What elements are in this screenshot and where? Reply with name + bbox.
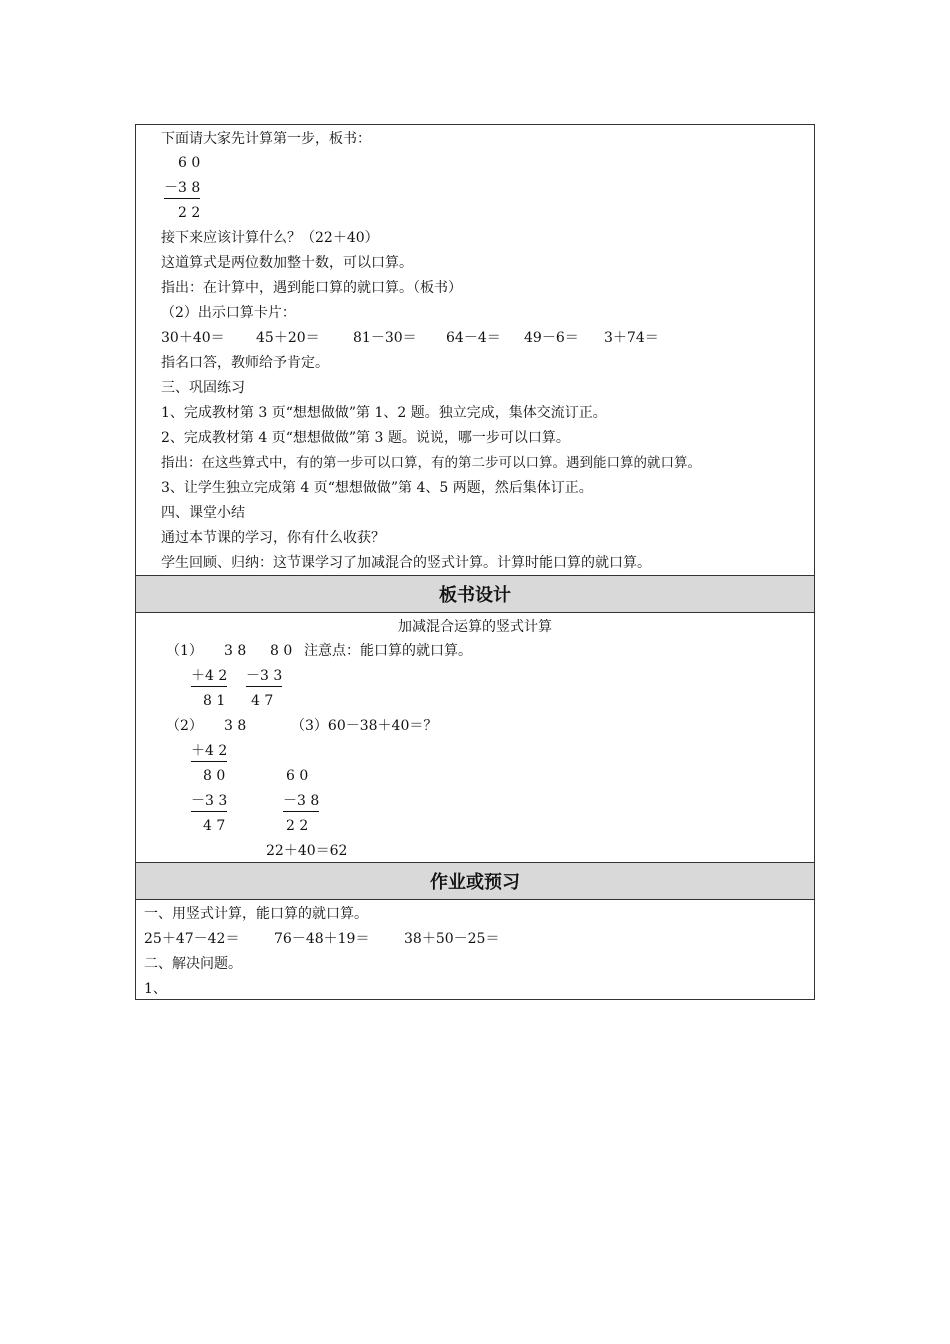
lesson-line: 3、让学生独立完成第 4 页“想想做做”第 4、5 两题，然后集体订正。 (161, 480, 593, 496)
board-title: 加减混合运算的竖式计算 (398, 619, 552, 635)
board-number: 8 0 (270, 643, 293, 659)
homework-expression: 25＋47－42＝ (144, 931, 240, 947)
board-result: 2 2 (286, 818, 309, 834)
board-final: 22＋40＝62 (266, 843, 348, 859)
lesson-line: 接下来应该计算什么？（22＋40） (161, 230, 379, 246)
lesson-line: 指出：在计算中，遇到能口算的就口算。（板书） (161, 280, 462, 296)
board-number: 3 8 (224, 718, 247, 734)
lesson-table (135, 124, 815, 1000)
board-result: 8 1 (203, 693, 226, 709)
lesson-line: 下面请大家先计算第一步，板书： (161, 131, 371, 147)
homework-line: 二、解决问题。 (144, 956, 242, 972)
board-note: 注意点：能口算的就口算。 (304, 643, 472, 659)
board-number: 3 8 (224, 643, 247, 659)
homework-title: 作业或预习 (430, 872, 520, 893)
oral-card: 49－6＝ (524, 330, 579, 346)
calc-top: 6 0 (178, 155, 201, 171)
homework-line: 1、 (144, 981, 167, 997)
board-design-title: 板书设计 (439, 585, 511, 606)
lesson-line: 1、完成教材第 3 页“想想做做”第 1、2 题。独立完成，集体交流订正。 (161, 405, 607, 421)
oral-card: 64－4＝ (446, 330, 501, 346)
lesson-line: 学生回顾、归纳：这节课学习了加减混合的竖式计算。计算时能口算的就口算。 (161, 555, 651, 571)
lesson-line: 指出：在这些算式中，有的第一步可以口算，有的第二步可以口算。遇到能口算的就口算。 (161, 455, 701, 471)
lesson-line: （2）出示口算卡片： (161, 305, 296, 321)
oral-card: 81－30＝ (353, 330, 417, 346)
board-subtrahend: －3 3 (191, 791, 227, 812)
homework-expression: 76－48＋19＝ (274, 931, 370, 947)
oral-card: 3＋74＝ (604, 330, 659, 346)
homework-header (136, 862, 814, 900)
lesson-line: 指名口答，教师给予肯定。 (161, 355, 329, 371)
homework-expression: 38＋50－25＝ (404, 931, 500, 947)
oral-card: 45＋20＝ (256, 330, 320, 346)
section-heading: 四、课堂小结 (161, 505, 245, 521)
board-addend: ＋4 2 (191, 741, 227, 762)
calc-result: 2 2 (178, 205, 201, 221)
lesson-line: 通过本节课的学习，你有什么收获？ (161, 530, 385, 546)
board-expression: （3）60－38＋40＝？ (291, 718, 438, 734)
calc-subtrahend: －3 8 (164, 178, 200, 199)
board-result: 4 7 (203, 818, 226, 834)
board-subtrahend: －3 8 (283, 791, 319, 812)
lesson-line: 这道算式是两位数加整十数，可以口算。 (161, 255, 413, 271)
board-addend: ＋4 2 (191, 666, 227, 687)
lesson-line: 2、完成教材第 4 页“想想做做”第 3 题。说说，哪一步可以口算。 (161, 430, 570, 446)
board-label: （2） (166, 718, 203, 734)
homework-line: 一、用竖式计算，能口算的就口算。 (144, 906, 368, 922)
board-result: 4 7 (251, 693, 274, 709)
section-heading: 三、巩固练习 (161, 380, 245, 396)
board-subtrahend: －3 3 (246, 666, 282, 687)
board-label: （1） (166, 643, 203, 659)
board-design-header (136, 575, 814, 613)
board-number: 8 0 (203, 768, 226, 784)
board-number: 6 0 (286, 768, 309, 784)
oral-card: 30＋40＝ (161, 330, 225, 346)
